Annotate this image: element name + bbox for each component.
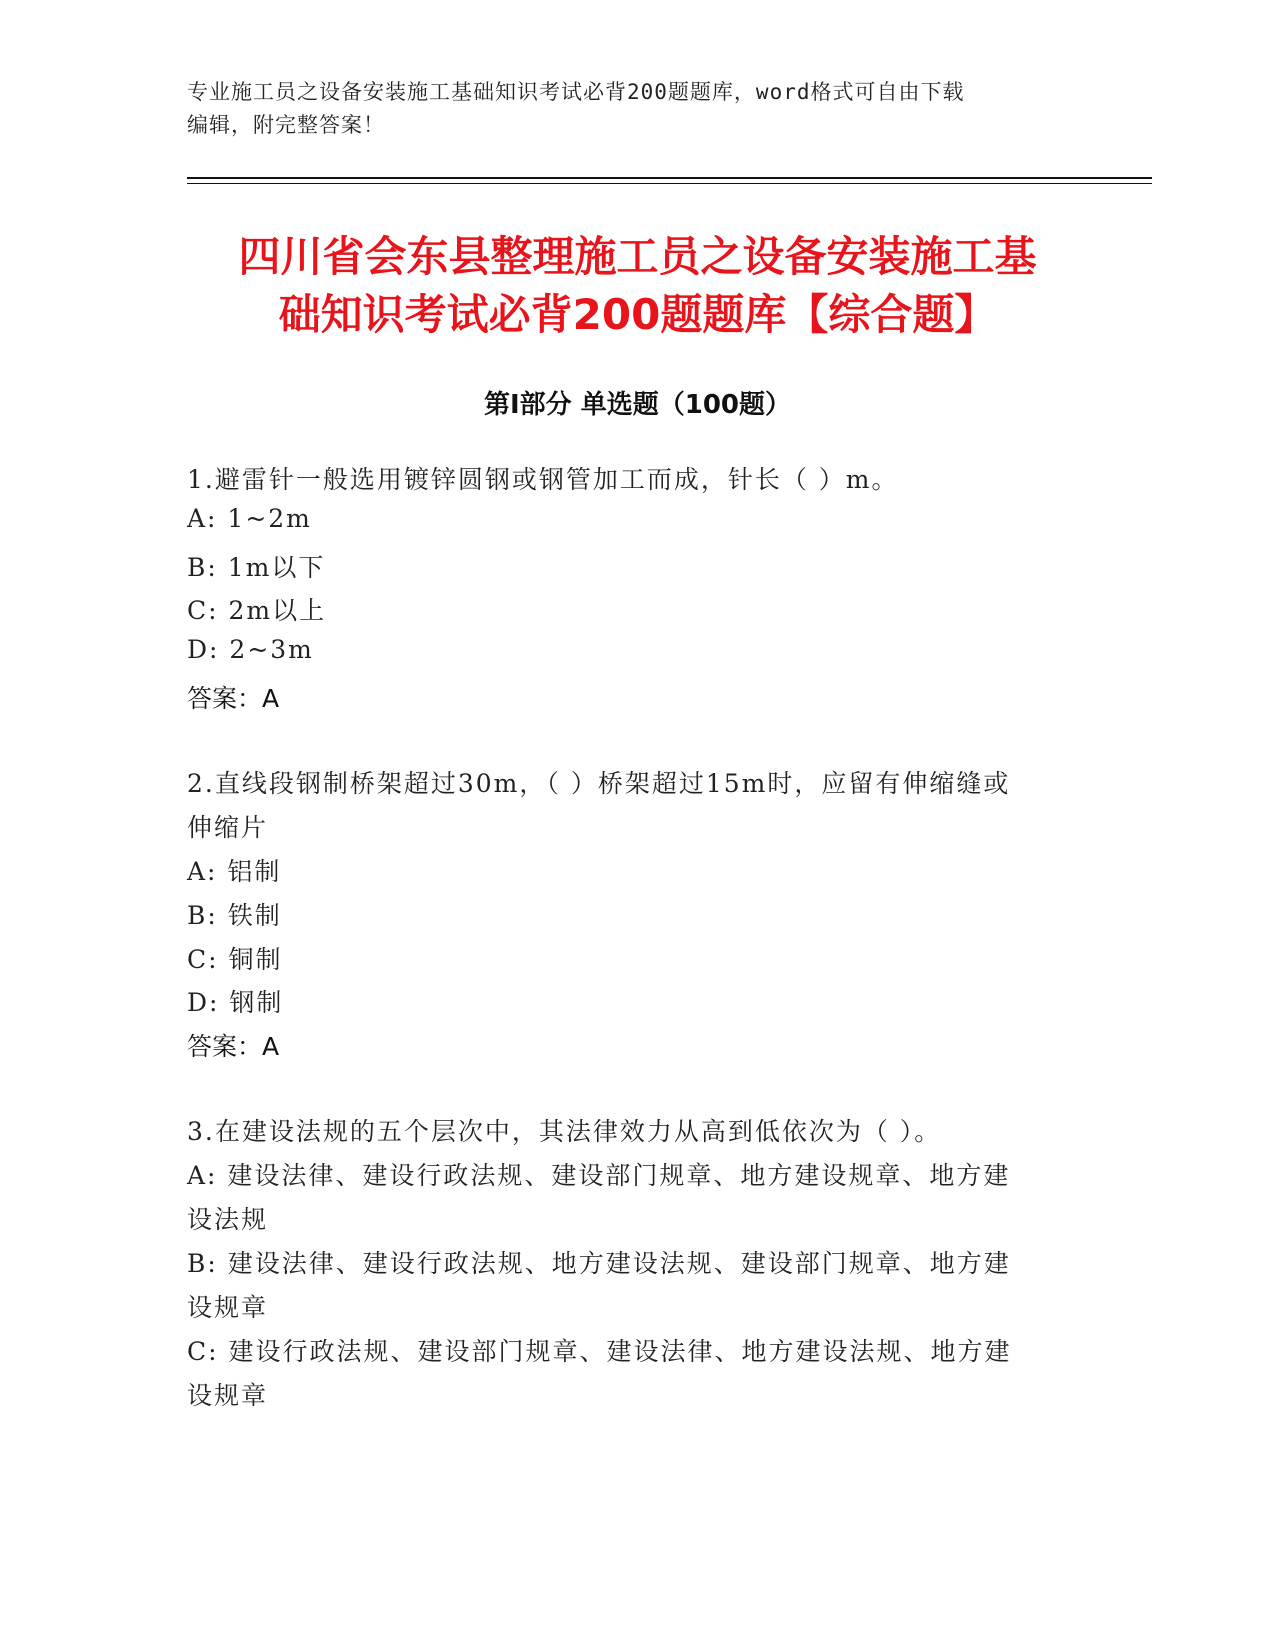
option-c-continued: 设规章 bbox=[187, 1381, 269, 1410]
header-divider bbox=[187, 177, 1152, 179]
option-c: C: 铜制 bbox=[187, 945, 283, 974]
option-a: A: 铝制 bbox=[187, 857, 282, 886]
header-note bbox=[187, 76, 1087, 142]
question-stem: 2.直线段钢制桥架超过30m，（ ）桥架超过15m时，应留有伸缩缝或 bbox=[187, 769, 1011, 798]
option-a-continued: 设法规 bbox=[187, 1205, 269, 1234]
question-stem: 3.在建设法规的五个层次中，其法律效力从高到低依次为（ ）。 bbox=[187, 1117, 942, 1146]
header-note-line: 编辑，附完整答案！ bbox=[187, 113, 385, 137]
option-c: C: 2m以上 bbox=[187, 596, 327, 625]
option-d: D: 钢制 bbox=[187, 988, 284, 1017]
header-divider-thin bbox=[187, 183, 1152, 184]
document-title-line: 础知识考试必背200题题库【综合题】 bbox=[278, 290, 997, 339]
option-b: B: 铁制 bbox=[187, 901, 282, 930]
option-b: B: 建设法律、建设行政法规、地方建设法规、建设部门规章、地方建 bbox=[187, 1249, 1011, 1278]
option-c: C: 建设行政法规、建设部门规章、建设法律、地方建设法规、地方建 bbox=[187, 1337, 1012, 1366]
option-a: A: 建设法律、建设行政法规、建设部门规章、地方建设规章、地方建 bbox=[187, 1161, 1011, 1190]
option-b-continued: 设规章 bbox=[187, 1293, 269, 1322]
question-stem: 1.避雷针一般选用镀锌圆钢或钢管加工而成，针长（ ）m。 bbox=[187, 465, 899, 494]
answer: 答案：A bbox=[187, 1032, 280, 1061]
option-d: D: 2~3m bbox=[187, 635, 314, 664]
document-title bbox=[150, 228, 1125, 344]
header-note-line: 专业施工员之设备安装施工基础知识考试必背200题题库，word格式可自由下载 bbox=[187, 80, 965, 104]
option-b: B: 1m以下 bbox=[187, 553, 326, 582]
document-title-line: 四川省会东县整理施工员之设备安装施工基 bbox=[238, 232, 1037, 281]
option-a: A: 1~2m bbox=[187, 504, 312, 533]
question-stem-continued: 伸缩片 bbox=[187, 813, 269, 842]
section-title: 第Ⅰ部分 单选题（100题） bbox=[484, 390, 791, 420]
answer: 答案：A bbox=[187, 684, 280, 713]
